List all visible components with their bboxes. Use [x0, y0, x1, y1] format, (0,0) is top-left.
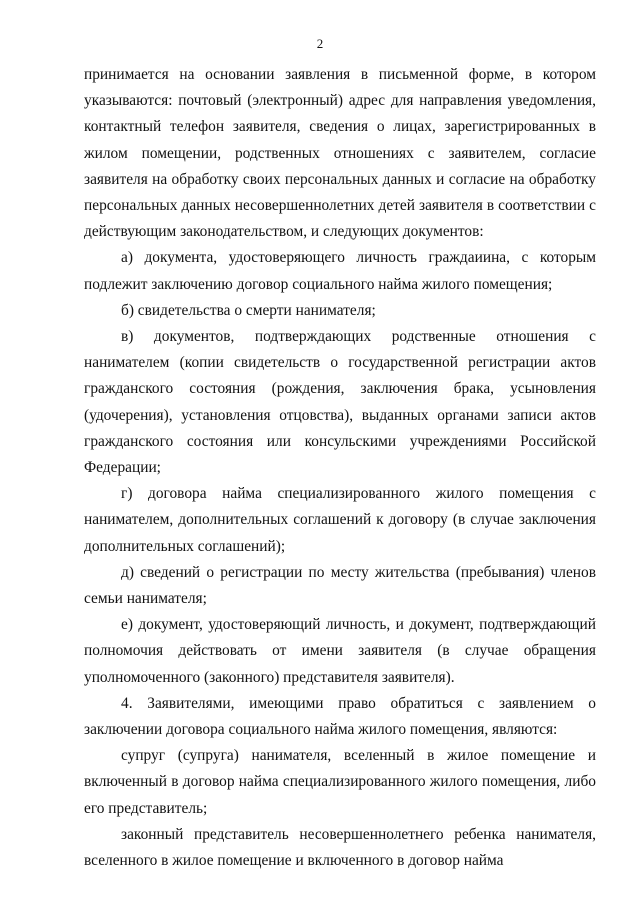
paragraph-item-g: г) договора найма специализированного жилого помещения с нанимателем, дополнительных соглашений к договору (в случае заключения дополнительных соглашений); [84, 485, 596, 555]
paragraph-applicant-spouse: супруг (супруга) нанимателя, вселенный в жилое помещение и включенный в договор найма специализированного жилого помещения, либо его представитель; [84, 747, 596, 817]
document-body [84, 62, 596, 874]
paragraph-item-e: е) документ, удостоверяющий личность, и документ, подтверждающий полномочия действовать от имени заявителя (в случае обращения уполномоченного (законного) представителя заявителя). [84, 616, 596, 686]
paragraph-section-4: 4. Заявителями, имеющими право обратиться с заявлением о заключении договора социального найма жилого помещения, являются: [84, 694, 596, 739]
paragraph-item-b: б) свидетельства о смерти нанимателя; [121, 301, 376, 319]
paragraph-applicant-guardian: законный представитель несовершеннолетнего ребенка нанимателя, вселенного в жилое помещение и включенного в договор найма [84, 825, 596, 870]
paragraph-item-a: а) документа, удостоверяющего личность граждаиина, с которым подлежит заключению договор социального найма жилого помещения; [84, 249, 596, 293]
paragraph-item-d: д) сведений о регистрации по месту жительства (пребывания) членов семьи нанимателя; [84, 563, 596, 608]
paragraph-item-v: в) документов, подтверждающих родственные отношения с нанимателем (копии свидетельств о государственной регистрации актов гражданского состояния (рождения, заключения брака, усыновления (удочерения), установления отцовства), выданных органами записи актов гражданского состояния или консульскими учреждениями Российской Федерации; [84, 328, 596, 477]
paragraph-continuation: принимается на основании заявления в письменной форме, в котором указываются: почтовый (электронный) адрес для направления уведомления, контактный телефон заявителя, сведения о лицах, зарегистрированных в жилом помещении, родственных отношениях с заявителем, согласие заявителя на обработку своих персональных данных и согласие на обработку персональных данных несовершеннолетних детей заявителя в соответствии с действующим законодательством, и следующих документов: [84, 66, 596, 241]
page-number: 2 [316, 36, 324, 51]
